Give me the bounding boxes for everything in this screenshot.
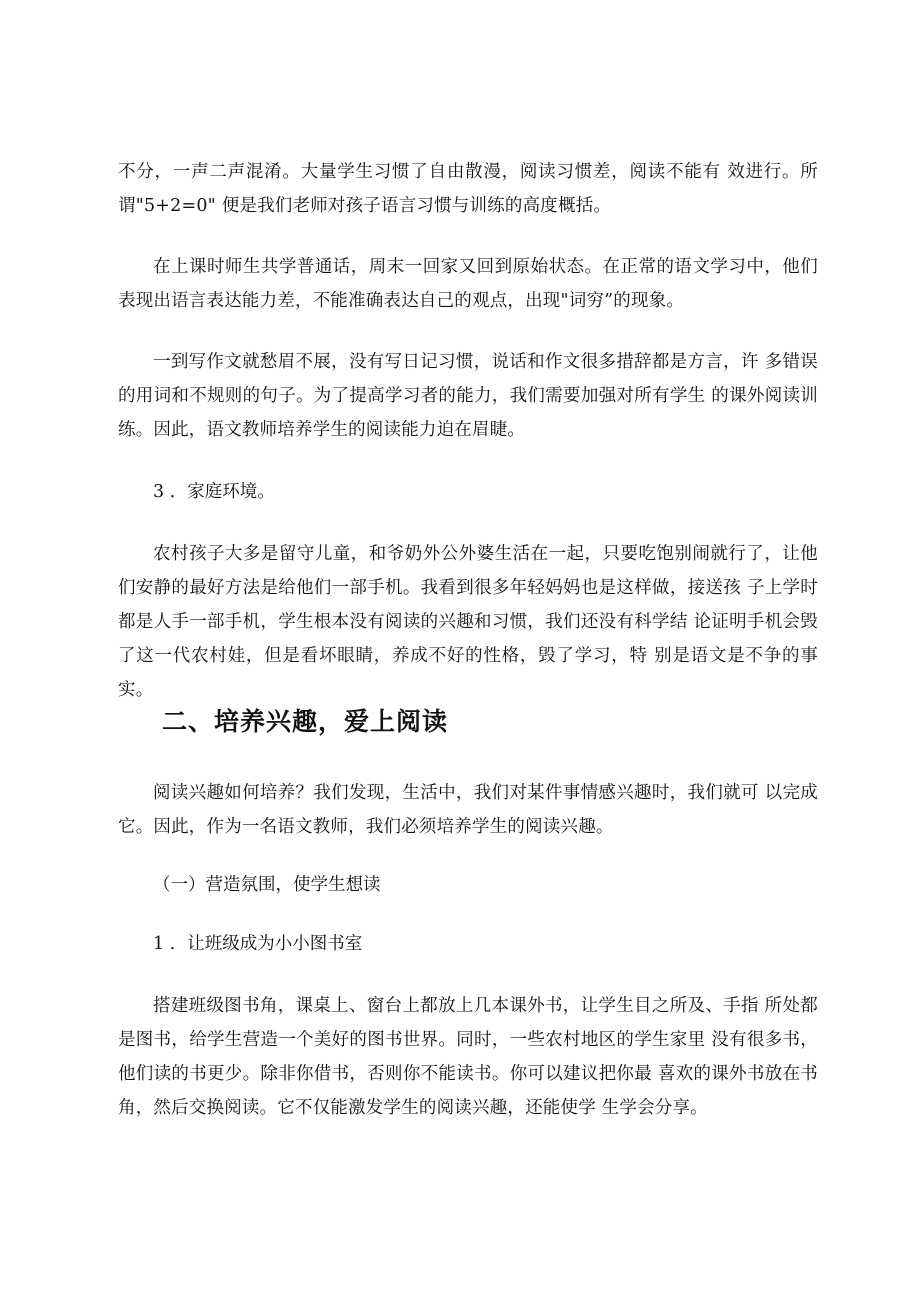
list-item-class-library: 1 ．让班级成为小小图书室 <box>153 934 363 954</box>
subheading-atmosphere: （一）营造氛围，使学生想读 <box>153 875 381 895</box>
paragraph-book-corner: 搭建班级图书角，课桌上、窗台上都放上几本课外书，让学生目之所及、手指 所处都是图书，给学生营造一个美好的图书世界。同时，一些农村地区的学生家里 没有很多书，他们读的书更少。除非你借书，否则你不能读书。你可以建议把你最 喜欢的课外书放在书角，然后交换阅读。它不仅能激发学生的阅读兴趣，还能使学 生学会分享。 <box>118 996 818 1118</box>
paragraph-writing: 一到写作文就愁眉不展，没有写日记习惯，说话和作文很多措辞都是方言，许 多错误的用词和不规则的句子。为了提高学习者的能力，我们需要加强对所有学生 的课外阅读训练。因此，语文教师培养学生的阅读能力迫在眉睫。 <box>118 352 818 440</box>
list-item-family-environment: 3 ．家庭环境。 <box>153 482 275 502</box>
paragraph-reading-habits: 不分，一声二声混淆。大量学生习惯了自由散漫，阅读习惯差，阅读不能有 效进行。所谓"5+2=0" 便是我们老师对孩子语言习惯与训练的高度概括。 <box>118 162 818 216</box>
paragraph-cultivate-interest: 阅读兴趣如何培养？我们发现，生活中，我们对某件事情感兴趣时，我们就可 以完成它。因此，作为一名语文教师，我们必须培养学生的阅读兴趣。 <box>118 783 818 837</box>
paragraph-rural-children: 农村孩子大多是留守儿童，和爷奶外公外婆生活在一起，只要吃饱别闹就行了，让他们安静的最好方法是给他们一部手机。我看到很多年轻妈妈也是这样做，接送孩 子上学时都是人手一部手机，学生根本没有阅读的兴趣和习惯，我们还没有科学结 论证明手机会毁了这一代农村娃，但是看坏眼睛，养成不好的性格，毁了学习，特 别是语文是不争的事实。 <box>118 544 818 700</box>
section-heading-interest: 二、培养兴趣，爱上阅读 <box>162 707 449 736</box>
paragraph-mandarin: 在上课时师生共学普通话，周末一回家又回到原始状态。在正常的语文学习中，他们表现出语言表达能力差，不能准确表达自己的观点，出现"词穷”的现象。 <box>118 257 818 311</box>
